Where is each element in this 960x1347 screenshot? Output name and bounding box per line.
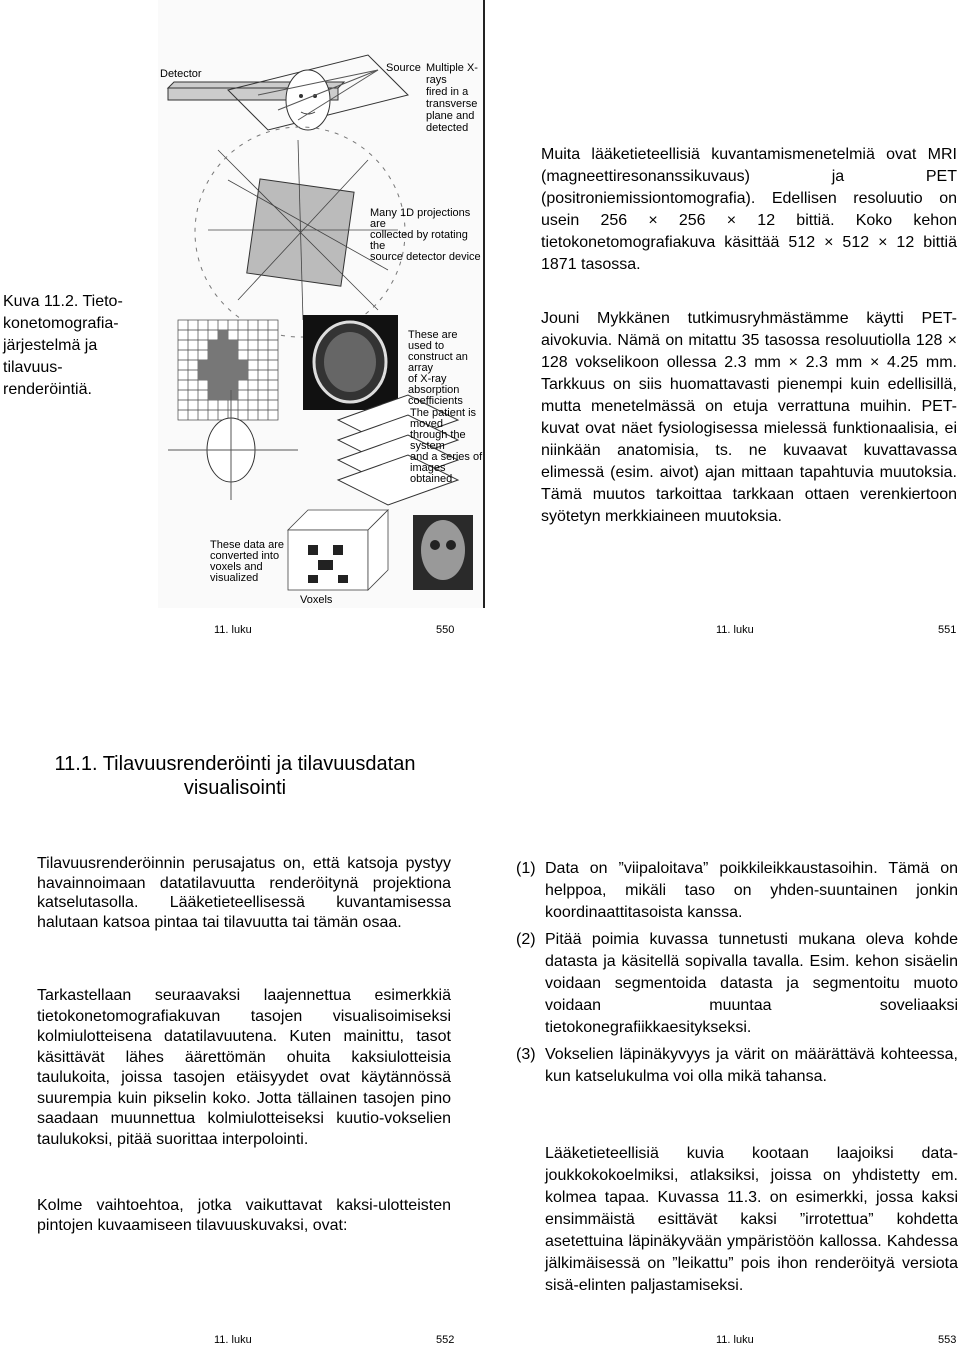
- figure-label-multiple: Multiple X-rays fired in a transverse plane and detected: [426, 62, 478, 134]
- bottom-right-paragraph: Lääketieteellisiä kuvia kootaan laajoiksi data-joukkokokoelmiksi, atlaksiksi, joissa on yhdistetty em. kolmea tapaa. Kuvassa 11.3. on esimerkki, jossa kaksi ensimmäistä esittävät kaksi ”irrotettua” kohdetta asetettuina läpinäkyvään ympäristöön kallossa. Kahdessa jälkimäisessä on ”leikattu” pois ihon renderöityä versiota sisä-elinten paljastamiseksi.: [545, 1145, 958, 1294]
- bottom-left-paragraph-2: Tarkastellaan seuraavaksi laajennettua esimerkkiä tietokonetomografiakuvan tasojen visualisoimiseksi kolmiulotteisena datatilavuutena. Kuten mainittu, tasot käsittävät lähes äärettömän ohuita kaksiulotteisia taulukoita, joissa tasojen etäisyydet ovat käytännössä suurempia kuin pikselin koko. Jotta tällainen tasojen pino saadaan muunnettua kolmiulotteiseksi kuutio-vokselien taulukoksi, pitää suorittaa interpolointi.: [37, 987, 451, 1148]
- footer-page-550: 550: [436, 624, 455, 636]
- ct-system-figure: [158, 0, 485, 608]
- figure-label-detector: Detector: [160, 68, 202, 80]
- bottom-left-paragraph-1: Tilavuusrenderöinnin perusajatus on, että katsoja pystyy havainnoimaan datatilavuutta renderöitynä projektiona katselutasolla. Lääketieteellisessä kuvantamisessa halutaan katsoa pintaa tai tilavuutta tai tämän osaa.: [37, 855, 451, 931]
- section-heading: 11.1. Tilavuusrenderöinti ja tilavuusdatan visualisointi: [54, 753, 416, 799]
- figure-label-source: Source: [386, 62, 421, 74]
- top-right-paragraph-1: Muita lääketieteellisiä kuvantamismenetelmiä ovat MRI (magneettiresonanssikuvaus) ja PET (positroniemissiontomografia). Edellisen resoluutio on usein 256 × 256 × 12 bittiä. Koko kehon tietokonetomografiakuva käsittää 512 × 512 × 12 bittiä 1871 tasossa.: [541, 146, 957, 273]
- footer-chapter-552: 11. luku: [214, 1334, 252, 1346]
- footer-chapter-551: 11. luku: [716, 624, 754, 636]
- figure-label-projections: Many 1D projections are collected by rotating the source detector device: [370, 207, 481, 263]
- figure-label-construct: These are used to construct an array of X-ray absorption coefficients: [408, 329, 468, 407]
- footer-page-552: 552: [436, 1334, 455, 1346]
- footer-page-553: 553: [938, 1334, 957, 1346]
- figure-label-converted: These data are converted into voxels and visualized: [210, 539, 284, 584]
- footer-page-551: 551: [938, 624, 957, 636]
- footer-chapter-550: 11. luku: [214, 624, 252, 636]
- footer-chapter-553: 11. luku: [716, 1334, 754, 1346]
- top-right-paragraph-2: Jouni Mykkänen tutkimusryhmästämme käytti PET-aivokuvia. Nämä on mitattu 35 tasossa resoluutiolla 128 × 128 vokselikoon ollessa 2.3 mm × 2.3 mm × 4.25 mm. Tarkkuus on siis huomattavasti pienempi kuin edellisillä, mutta menetelmässä on etuja verrattuna muihin. PET-kuvat ovat näet fysiologisessa mielessä funktionaalisia, ei niinkään anatomisia, ts. ne kuvaavat kuvattavassa elimessä (esim. aivot) ajan mittaan tapahtuvia muutoksia. Tämä muutos tarkoittaa tarkkaan ottaen verenkiertoon syötetyn merkkiaineen muutoksia.: [541, 310, 957, 525]
- figure-caption: Kuva 11.2. Tieto- konetomografia- järjestelmä ja tilavuus- renderöintiä.: [3, 293, 123, 398]
- figure-label-patient: The patient is moved through the system and a series of images obtained: [410, 407, 483, 485]
- bottom-left-paragraph-3: Kolme vaihtoehtoa, jotka vaikuttavat kaksi-ulotteisten pintojen kuvaamiseen tilavuuskuvaksi, ovat:: [37, 1197, 451, 1234]
- figure-label-voxels: Voxels: [300, 594, 333, 606]
